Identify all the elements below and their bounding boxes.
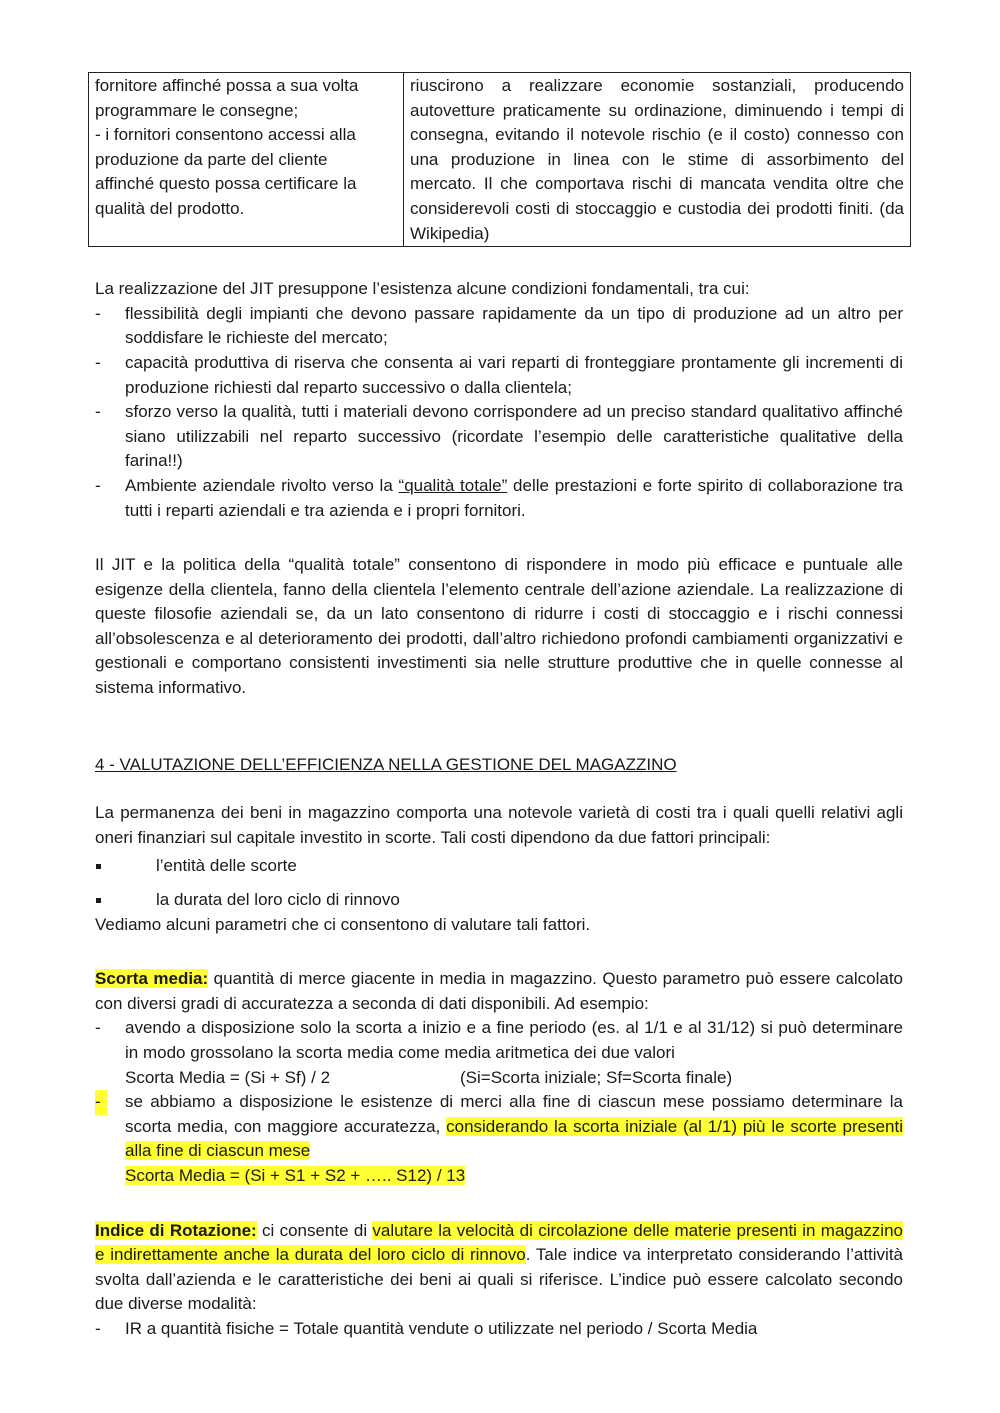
indice-text: ci consente di bbox=[256, 1220, 373, 1240]
list-item-text: la durata del loro ciclo di rinnovo bbox=[156, 890, 400, 910]
section-after: Vediamo alcuni parametri che ci consentono di valutare tali fattori. bbox=[95, 914, 591, 934]
list-item bbox=[95, 302, 903, 351]
list-item-text: delle prestazioni e forte spirito di collaborazione tra tutti i reparti aziendali e tra azienda e i propri fornitori. bbox=[125, 475, 903, 520]
list-item-text: Ambiente aziendale rivolto verso la bbox=[125, 475, 399, 495]
indice-list bbox=[95, 1317, 903, 1342]
table-left-line: qualità del prodotto. bbox=[95, 198, 245, 218]
formula-note: (Si=Scorta iniziale; Sf=Scorta finale) bbox=[460, 1067, 733, 1087]
dash-marker: - bbox=[95, 352, 101, 372]
list-item bbox=[95, 400, 903, 474]
jit-paragraph: Il JIT e la politica della “qualità totale” consentono di rispondere in modo più efficace e puntuale alle esigenze della clientela, fanno della clientela l’elemento centrale dell’azione aziendale. La realizzazione di queste filosofie aziendali se, da un lato consentono di ridurre i costi di stoccaggio e i rischi connessi all’obsolescenza e al deterioramento dei prodotti, dall’altro richiedono profondi cambiamenti organizzativi e gestionali e comportano consistenti investimenti sia nelle strutture produttive che in quelle connesse al sistema informativo. bbox=[95, 555, 903, 698]
dash-marker: - bbox=[95, 1318, 101, 1338]
indice-term: Indice di Rotazione: bbox=[95, 1220, 257, 1240]
indice-definition bbox=[95, 1219, 903, 1317]
indice-text: . Tale indice va interpretato considerando l’attività svolta dall’azienda e le caratteristiche dei beni ai quali si riferisce. L’indice può essere calcolato secondo due diverse modalità: bbox=[95, 1245, 903, 1314]
table-left-line: programmare le consegne; bbox=[95, 100, 299, 120]
list-item bbox=[95, 1317, 903, 1342]
table-left-line: produzione da parte del cliente bbox=[95, 149, 328, 169]
formula: Scorta Media = (Si + S1 + S2 + ….. S12) / 13 bbox=[125, 1165, 466, 1185]
list-item bbox=[95, 351, 903, 400]
scorta-term: Scorta media: bbox=[95, 969, 209, 989]
list-item-text: avendo a disposizione solo la scorta a inizio e a fine periodo (es. al 1/1 e al 31/12) si può determinare in modo grossolano la scorta media come media aritmetica dei due valori bbox=[125, 1018, 903, 1062]
table-left-line: affinché questo possa certificare la bbox=[95, 174, 357, 194]
square-bullet-icon bbox=[96, 898, 101, 903]
list-item-text: se abbiamo a disposizione le esistenze di merci alla fine di ciascun mese possiamo determinare la scorta media, con maggiore accuratezza, bbox=[125, 1092, 903, 1136]
dash-marker: - bbox=[95, 1018, 101, 1038]
square-bullet-icon bbox=[96, 864, 101, 869]
jit-conditions-list bbox=[95, 302, 903, 523]
dash-marker: - bbox=[95, 303, 101, 323]
list-item bbox=[95, 1016, 903, 1090]
list-item-text: IR a quantità fisiche = Totale quantità vendute o utilizzate nel periodo / Scorta Media bbox=[125, 1318, 758, 1338]
dash-marker: - bbox=[95, 402, 101, 422]
formula: Scorta Media = (Si + Sf) / 2 bbox=[125, 1067, 331, 1087]
list-item bbox=[95, 1090, 903, 1188]
list-item bbox=[95, 474, 903, 523]
section-heading: 4 - VALUTAZIONE DELL’EFFICIENZA NELLA GESTIONE DEL MAGAZZINO bbox=[95, 754, 677, 774]
table-left-line: - i fornitori consentono accessi alla bbox=[95, 125, 356, 145]
scorta-def-text: quantità di merce giacente in media in magazzino. Questo parametro può essere calcolato con diversi gradi di accuratezza a seconda di dati disponibili. Ad esempio: bbox=[95, 969, 903, 1013]
table-left-cell bbox=[89, 73, 404, 247]
scorta-list bbox=[95, 1016, 903, 1188]
document-page bbox=[95, 72, 903, 1342]
dash-marker: - bbox=[95, 475, 101, 495]
list-item bbox=[95, 888, 903, 913]
table-right-cell: riuscirono a realizzare economie sostanziali, producendo autovetture praticamente su ordinazione, diminuendo i tempi di consegna, evitando il notevole rischio (e il costo) connesso con una produzione in linea con le stime di assorbimento del mercato. Il che comportava rischi di mancata vendita oltre che considerevoli costi di stoccaggio e custodia dei prodotti finiti. (da Wikipedia) bbox=[404, 73, 911, 247]
table-left-line: fornitore affinché possa a sua volta bbox=[95, 76, 359, 95]
list-item-text: l’entità delle scorte bbox=[156, 856, 297, 876]
highlighted-text: considerando la scorta iniziale (al 1/1) più le scorte presenti alla fine di ciascun mese bbox=[125, 1116, 903, 1161]
section-intro: La permanenza dei beni in magazzino comporta una notevole varietà di costi tra i quali quelli relativi agli oneri finanziari sul capitale investito in scorte. Tali costi dipendono da due fattori principali: bbox=[95, 803, 903, 847]
formula-line bbox=[125, 1066, 903, 1091]
dash-marker: - bbox=[95, 1090, 107, 1115]
factors-list bbox=[95, 854, 903, 912]
formula-line bbox=[125, 1164, 903, 1189]
list-item bbox=[95, 854, 903, 879]
list-item-text: flessibilità degli impianti che devono passare rapidamente da un tipo di produzione ad un altro per soddisfare le richieste del mercato; bbox=[125, 303, 903, 348]
underlined-term: “qualità totale” bbox=[398, 475, 508, 495]
comparison-table bbox=[88, 72, 911, 247]
list-item-text: capacità produttiva di riserva che consenta ai vari reparti di fronteggiare prontamente gli incrementi di produzione richiesti dal reparto successivo o dalla clientela; bbox=[125, 352, 903, 397]
list-item-text: sforzo verso la qualità, tutti i materiali devono corrispondere ad un preciso standard qualitativo affinché siano utilizzabili nel reparto successivo (ricordate l’esempio delle caratteristiche qualitative della farina!!) bbox=[125, 402, 903, 471]
scorta-definition bbox=[95, 967, 903, 1016]
highlighted-text: valutare la velocità di circolazione delle materie presenti in magazzino e indirettamente anche la durata del loro ciclo di rinnovo bbox=[95, 1220, 903, 1265]
jit-intro: La realizzazione del JIT presuppone l’esistenza alcune condizioni fondamentali, tra cui: bbox=[95, 279, 750, 299]
